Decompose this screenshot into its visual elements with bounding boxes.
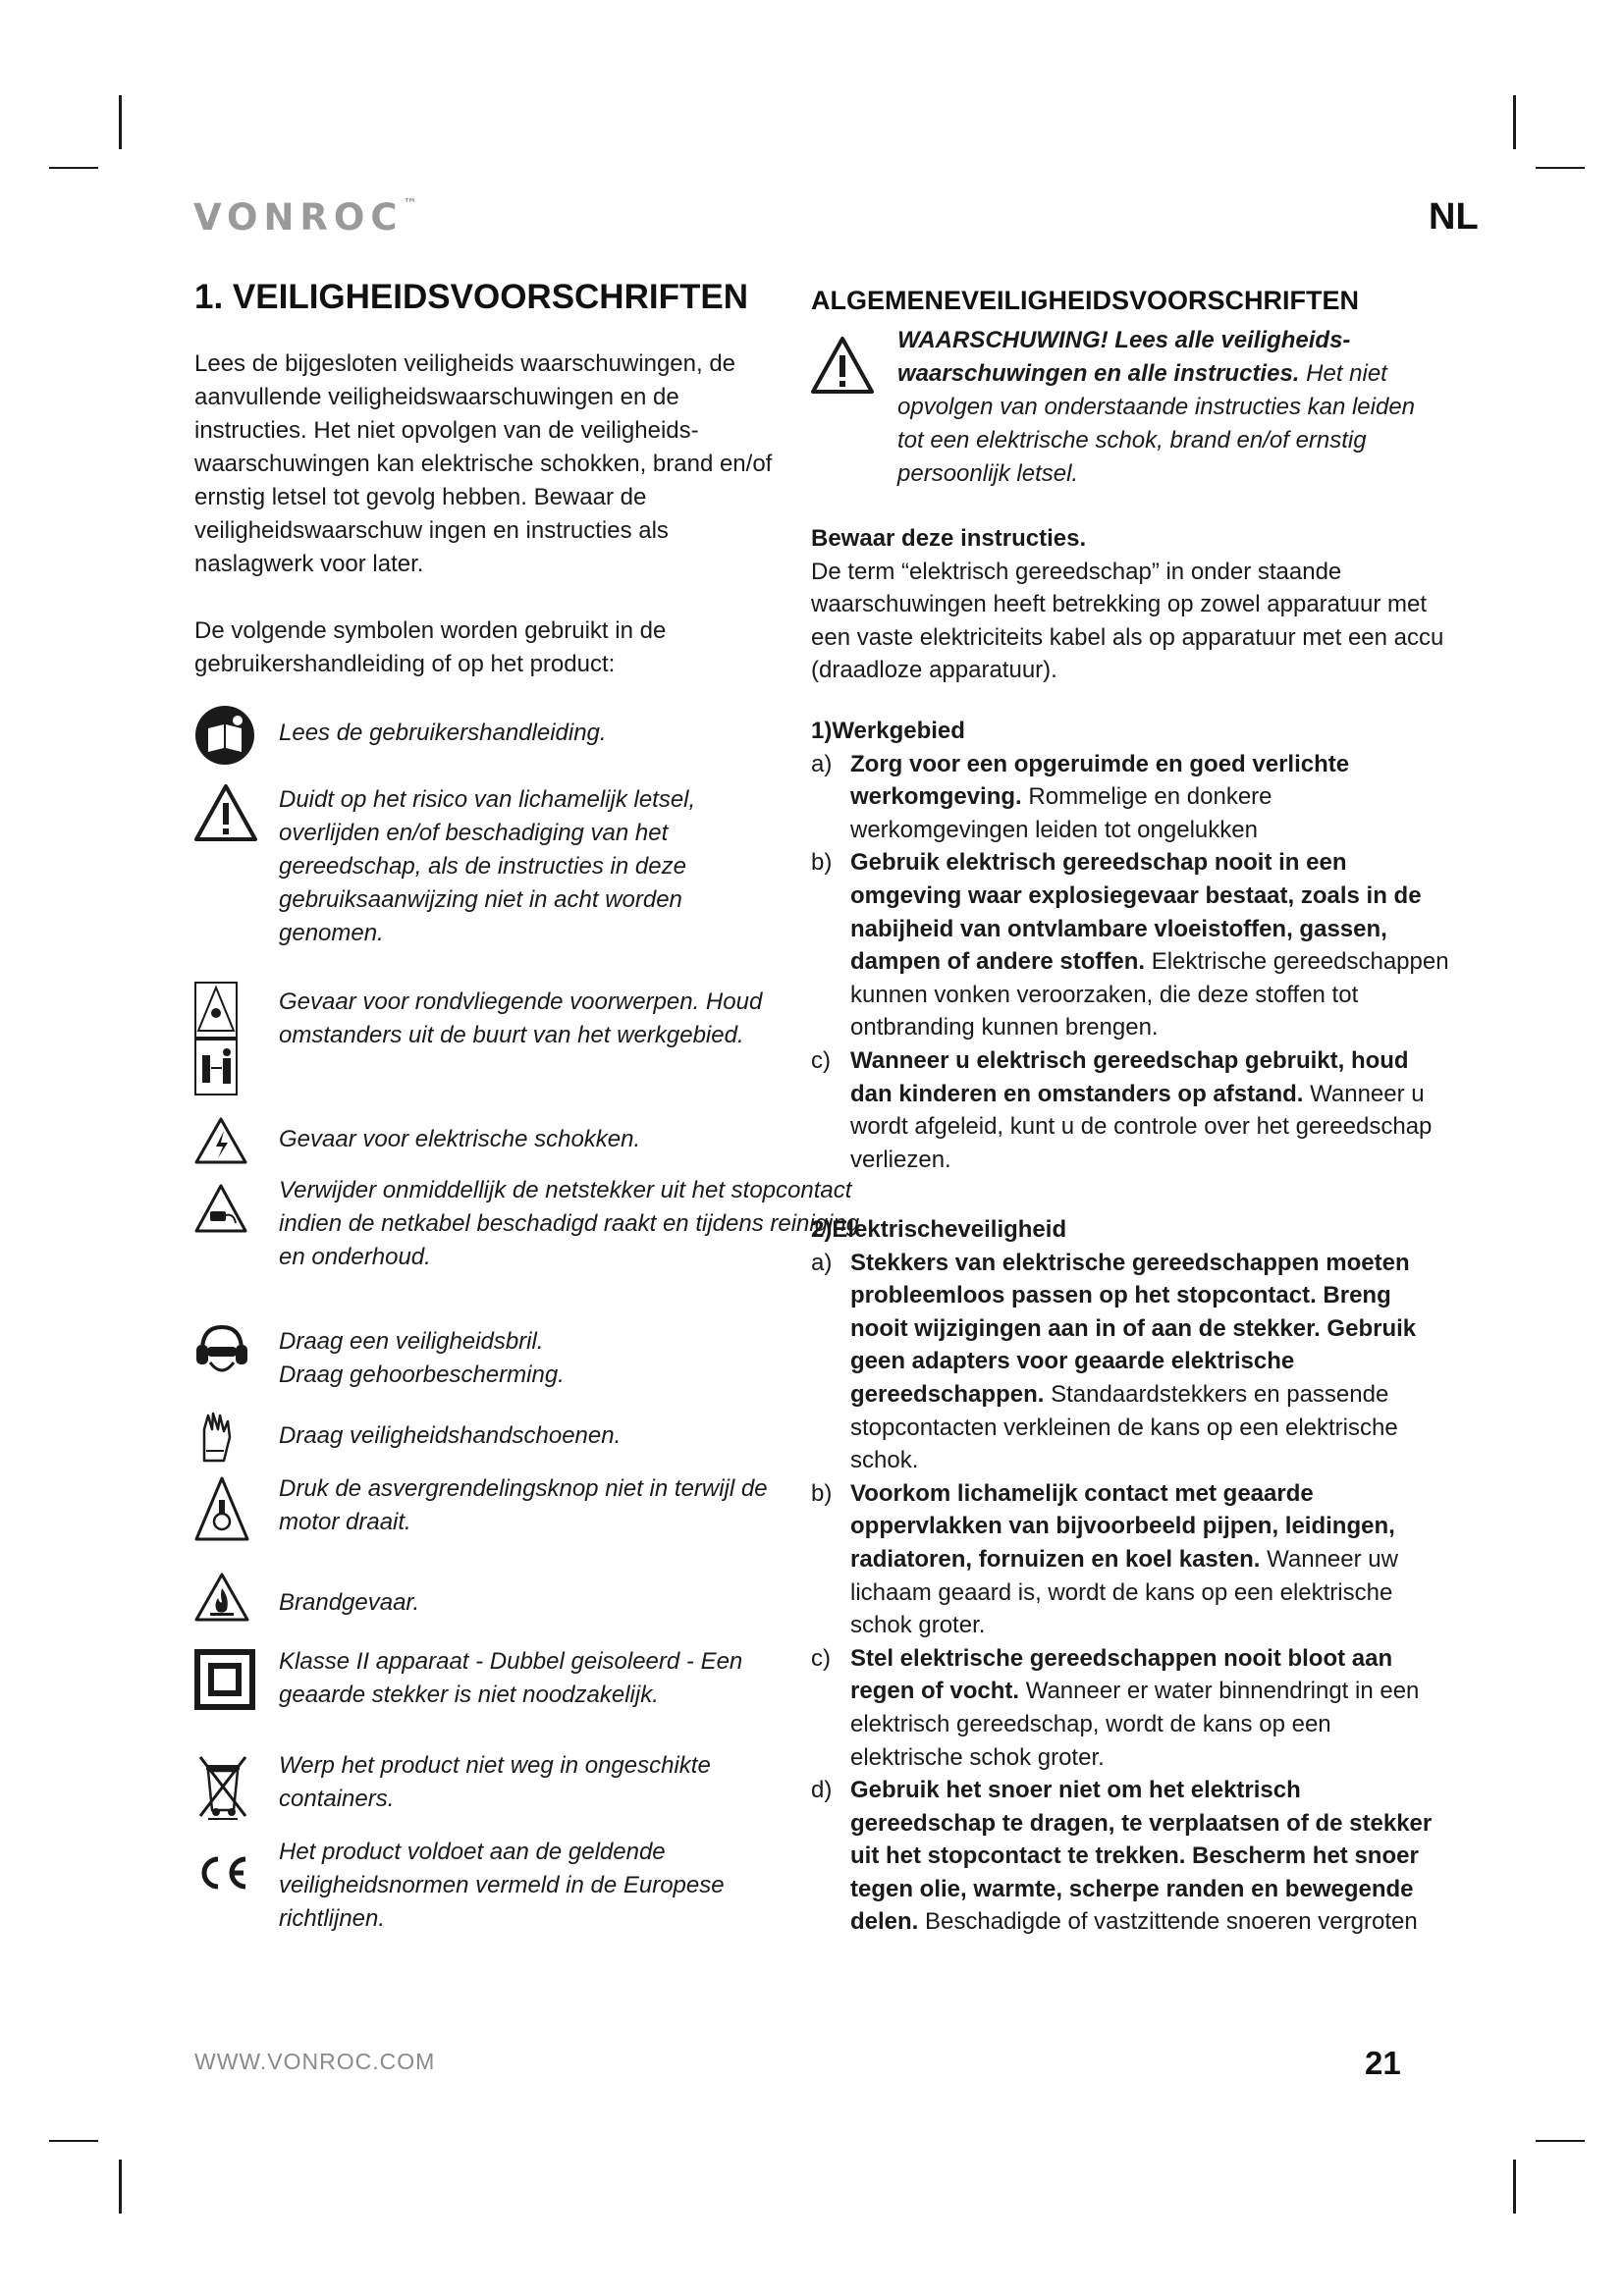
crop-mark <box>49 2140 98 2142</box>
left-column <box>194 347 784 681</box>
page-title: 1. VEILIGHEIDSVOORSCHRIFTEN <box>194 278 748 316</box>
symbol-text: Werp het product niet weg in ongeschikte containers. <box>279 1752 711 1812</box>
item-label: b) <box>811 1479 833 1507</box>
unplug-icon <box>194 1184 259 1233</box>
crop-mark <box>1536 2140 1585 2142</box>
keep-text: De term “elektrisch gereedschap” in onder staande waarschuwingen heeft betrekking op zowel apparatuur met een vaste elektriciteits kabel als op apparatuur met een accu (draadloze apparatuur). <box>811 558 1444 684</box>
symbol-text: Duidt op het risico van lichamelijk letsel, overlijden en/of beschadiging van het gereedschap, als de instructies in deze gebruiksaanwijzing niet in acht worden genomen. <box>279 786 696 946</box>
item-bold: Zorg voor een opgeruimde en goed verlichte werkomgeving. <box>850 750 1350 811</box>
item-label: d) <box>811 1777 833 1804</box>
page-number: 21 <box>1365 2045 1401 2081</box>
brand-logo: VONROC™ <box>193 196 417 239</box>
item-bold: Gebruik het snoer niet om het elektrisch gereedschap te dragen, te verplaatsen of de stekker uit het stopcontact te trekken. Bescherm het snoer tegen olie, warmte, scherpe randen en bewegende delen. <box>850 1777 1433 1936</box>
warning-triangle-icon <box>194 783 259 842</box>
item-text: Standaardstekkers en passende stopcontacten verkleinen de kans op een elektrische schok. <box>850 1380 1398 1474</box>
symbol-text: Gevaar voor elektrische schokken. <box>279 1126 641 1152</box>
item-bold: Stekkers van elektrische gereedschappen moeten probleemloos passen op het stopcontact. Breng nooit wijzigingen aan in of aan de stekker. Gebruik geen adapters voor geaarde elektrische gereedschappen. <box>850 1249 1417 1408</box>
section-heading: 2)Elektrischeveiligheid <box>811 1216 1067 1243</box>
symbols-list <box>194 705 901 1951</box>
symbol-text: Lees de gebruikershandleiding. <box>279 720 607 746</box>
symbol-text: Klasse II apparaat - Dubbel geisoleerd - Een geaarde stekker is niet noodzakelijk. <box>279 1648 743 1708</box>
symbol-text: Gevaar voor rondvliegende voorwerpen. Houd omstanders uit de buurt van het werkgebied. <box>279 988 763 1048</box>
item-text: Rommelige en donkere werkomgevingen leiden tot ongelukken <box>850 783 1272 843</box>
section-heading: 1)Werkgebied <box>811 718 965 744</box>
symbol-text: Draag een veiligheidsbril. Draag gehoorbescherming. <box>279 1328 565 1388</box>
item-text: Wanneer u wordt afgeleid, kunt u de controle over het gereedschap verliezen. <box>850 1080 1433 1173</box>
item-label: b) <box>811 849 833 877</box>
crop-mark <box>1513 2160 1516 2214</box>
symbols-intro: De volgende symbolen worden gebruikt in de gebruikershandleiding of op het product: <box>194 617 667 677</box>
list-item <box>811 1247 1449 1477</box>
footer-url: WWW.VONROC.COM <box>194 2049 436 2074</box>
item-bold: Gebruik elektrisch gereedschap nooit in een omgeving waar explosiegevaar bestaat, zoals in de nabijheid van ontvlambare vloeistoffen, gassen, dampen of andere stoffen. <box>850 849 1422 976</box>
warning-rest: Het niet opvolgen van onderstaande instructies kan leiden tot een elektrische schok, brand en/of ernstig persoonlijk letsel. <box>897 360 1416 487</box>
keep-block <box>811 522 1449 687</box>
section-title: ALGEMENEVEILIGHEIDSVOORSCHRIFTEN <box>811 286 1360 315</box>
crop-mark <box>1536 167 1585 169</box>
item-label: c) <box>811 1644 831 1672</box>
item-text: Wanneer er water binnendringt in een elektrisch gereedschap, wordt de kans op een elektrische schok groter. <box>850 1678 1420 1771</box>
item-label: a) <box>811 750 833 777</box>
warning-triangle-icon <box>811 336 874 395</box>
section-werkgebied <box>811 715 1449 1176</box>
ce-mark-icon <box>194 1853 259 1893</box>
item-text: Elektrische gereedschappen kunnen vonken veroorzaken, die deze stoffen tot ontbranding kunnen brengen. <box>850 948 1449 1041</box>
crop-mark <box>49 167 98 169</box>
item-bold: Wanneer u elektrisch gereedschap gebruikt, houd dan kinderen en omstanders op afstand. <box>850 1046 1409 1107</box>
warning-text <box>897 324 1447 491</box>
list-item <box>811 1044 1449 1176</box>
item-text: Wanneer uw lichaam geaard is, wordt de kans op een elektrische schok groter. <box>850 1545 1398 1639</box>
crop-mark <box>119 2160 122 2214</box>
spindle-lock-icon <box>194 1476 259 1541</box>
item-bold: Voorkom lichamelijk contact met geaarde oppervlakken van bijvoorbeeld pijpen, leidingen, radiatoren, fornuizen en koel kasten. <box>850 1479 1395 1573</box>
read-manual-icon <box>194 705 259 766</box>
electric-shock-icon <box>194 1117 259 1164</box>
fire-hazard-icon <box>194 1573 259 1622</box>
symbol-text: Druk de asvergrendelingsknop niet in terwijl de motor draait. <box>279 1475 768 1535</box>
section-elektrische-veiligheid <box>811 1213 1449 1939</box>
list-item <box>811 1774 1449 1939</box>
goggles-earmuffs-icon <box>194 1323 259 1380</box>
language-code: NL <box>1429 196 1479 238</box>
symbol-text: Draag veiligheidshandschoenen. <box>279 1422 622 1449</box>
class-ii-icon <box>194 1649 259 1710</box>
list-item <box>811 1642 1449 1774</box>
crop-mark <box>1513 95 1516 149</box>
list-item <box>811 1477 1449 1642</box>
weee-bin-icon <box>194 1753 259 1820</box>
item-label: c) <box>811 1046 831 1074</box>
right-column <box>811 285 1449 1936</box>
symbol-text: Verwijder onmiddellijk de netstekker uit het stopcontact indien de netkabel beschadigd raakt en tijdens reiniging en onderhoud. <box>279 1177 860 1270</box>
keep-title: Bewaar deze instructies. <box>811 525 1087 552</box>
symbol-text: Het product voldoet aan de geldende veiligheidsnormen vermeld in de Europese richtlijnen. <box>279 1839 725 1932</box>
intro-paragraph: Lees de bijgesloten veiligheids waarschuwingen, de aanvullende veiligheidswaarschuwingen en de instructies. Het niet opvolgen van de veiligheids-waarschuwingen kan elektrische schokken, brand en/of ernstig letsel tot gevolg hebben. Bewaar de veiligheidswaarschuw ingen en instructies als naslagwerk voor later. <box>194 350 773 577</box>
item-bold: Stel elektrische gereedschappen nooit bloot aan regen of vocht. <box>850 1644 1393 1705</box>
item-text: Beschadigde of vastzittende snoeren vergroten <box>918 1908 1418 1936</box>
list-item <box>811 846 1449 1044</box>
flying-objects-icon <box>194 982 259 1095</box>
warning-bold: WAARSCHUWING! Lees alle veiligheids-waarschuwingen en alle instructies. <box>897 327 1351 387</box>
list-item <box>811 748 1449 847</box>
symbol-text: Brandgevaar. <box>279 1589 420 1616</box>
item-label: a) <box>811 1249 833 1276</box>
gloves-icon <box>194 1408 259 1463</box>
crop-mark <box>119 95 122 149</box>
